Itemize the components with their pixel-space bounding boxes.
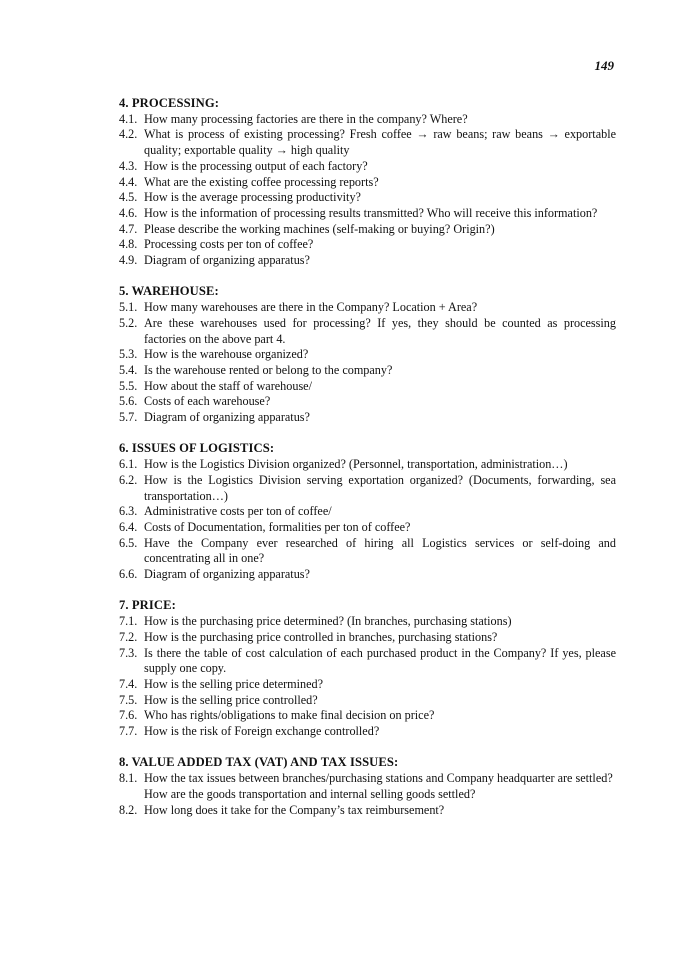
page-number: 149 bbox=[594, 58, 614, 73]
item-number: 4.5. bbox=[119, 190, 138, 205]
list-item bbox=[119, 708, 616, 724]
item-text bbox=[144, 536, 616, 567]
list-item bbox=[119, 363, 616, 379]
item-number: 6.1. bbox=[119, 457, 138, 472]
item-number: 7.6. bbox=[119, 708, 138, 723]
item-text bbox=[144, 473, 616, 504]
item-number: 7.2. bbox=[119, 629, 138, 644]
item-text bbox=[144, 457, 616, 473]
section bbox=[119, 755, 616, 818]
item-number: 5.2. bbox=[119, 315, 138, 330]
item-text bbox=[144, 708, 616, 724]
item-text-main: Costs of each warehouse? bbox=[144, 394, 271, 409]
item-number: 4.8. bbox=[119, 237, 138, 252]
list-item bbox=[119, 693, 616, 709]
item-text-main: How is the selling price controlled? bbox=[144, 692, 318, 707]
item-text-main: Are these warehouses used for processing? If yes, they should be counted as processing factories on the above part 4. bbox=[144, 315, 616, 346]
section-title: 8. VALUE ADDED TAX (VAT) AND TAX ISSUES: bbox=[119, 755, 399, 770]
list-item bbox=[119, 677, 616, 693]
list-item bbox=[119, 567, 616, 583]
item-text-main: Administrative costs per ton of coffee/ bbox=[144, 504, 332, 519]
list-item bbox=[119, 175, 616, 191]
item-text-main: How many processing factories are there in the company? Where? bbox=[144, 111, 468, 126]
item-text-main: How long does it take for the Company’s tax reimbursement? bbox=[144, 802, 445, 817]
list-item bbox=[119, 410, 616, 426]
item-number: 6.5. bbox=[119, 535, 138, 550]
item-text-main: Have the Company ever researched of hiring all Logistics services or self-doing and concentrating all in one? bbox=[144, 535, 616, 566]
list-item bbox=[119, 473, 616, 504]
list-item bbox=[119, 159, 616, 175]
section bbox=[119, 96, 616, 269]
item-number: 7.4. bbox=[119, 676, 138, 691]
item-number: 5.1. bbox=[119, 300, 138, 315]
item-text-main: Costs of Documentation, formalities per ton of coffee? bbox=[144, 519, 411, 534]
item-text bbox=[144, 190, 616, 206]
section bbox=[119, 598, 616, 739]
item-number: 7.1. bbox=[119, 614, 138, 629]
item-text-main: How is the processing output of each factory? bbox=[144, 158, 368, 173]
item-text bbox=[144, 300, 616, 316]
item-number: 7.3. bbox=[119, 645, 138, 660]
sections-container bbox=[119, 96, 616, 818]
item-text-main: How is the purchasing price determined? (In branches, purchasing stations) bbox=[144, 614, 512, 629]
item-text bbox=[144, 614, 616, 630]
item-number: 4.1. bbox=[119, 111, 138, 126]
item-text bbox=[144, 175, 616, 191]
item-text-main: Please describe the working machines (self-making or buying? Origin?) bbox=[144, 221, 495, 236]
item-text-main: How many warehouses are there in the Company? Location + Area? bbox=[144, 300, 478, 315]
item-text-main: Who has rights/obligations to make final decision on price? bbox=[144, 708, 435, 723]
item-number: 4.2. bbox=[119, 127, 138, 142]
item-text bbox=[144, 803, 616, 819]
item-text-main: How is the purchasing price controlled in branches, purchasing stations? bbox=[144, 629, 498, 644]
item-number: 5.6. bbox=[119, 394, 138, 409]
section-title: 7. PRICE: bbox=[119, 598, 176, 613]
item-text bbox=[144, 253, 616, 269]
item-text-main: How is the average processing productivity? bbox=[144, 190, 361, 205]
item-number: 8.2. bbox=[119, 802, 138, 817]
section-title: 6. ISSUES OF LOGISTICS: bbox=[119, 441, 275, 456]
section bbox=[119, 284, 616, 425]
item-text bbox=[144, 630, 616, 646]
item-text bbox=[144, 567, 616, 583]
item-number: 7.7. bbox=[119, 724, 138, 739]
list-item bbox=[119, 237, 616, 253]
item-text-main: What is process of existing processing? Fresh coffee → raw beans; raw beans → exportable quality; exportable quality → high quality bbox=[144, 127, 616, 158]
item-number: 5.5. bbox=[119, 378, 138, 393]
item-text bbox=[144, 771, 616, 802]
list-item bbox=[119, 457, 616, 473]
list-item bbox=[119, 300, 616, 316]
item-number: 5.3. bbox=[119, 347, 138, 362]
list-item bbox=[119, 504, 616, 520]
item-text bbox=[144, 394, 616, 410]
item-text-main: Diagram of organizing apparatus? bbox=[144, 253, 310, 268]
item-text bbox=[144, 112, 616, 128]
list-item bbox=[119, 347, 616, 363]
list-item bbox=[119, 803, 616, 819]
list-item bbox=[119, 520, 616, 536]
item-text-continuation: How are the goods transportation and internal selling goods settled? bbox=[144, 786, 476, 801]
item-number: 4.3. bbox=[119, 158, 138, 173]
list-item bbox=[119, 646, 616, 677]
item-text bbox=[144, 159, 616, 175]
item-text-main: Is there the table of cost calculation of each purchased product in the Company? If yes, please supply one copy. bbox=[144, 645, 616, 676]
list-item bbox=[119, 112, 616, 128]
item-text bbox=[144, 347, 616, 363]
section bbox=[119, 441, 616, 582]
item-text bbox=[144, 222, 616, 238]
section-title: 5. WAREHOUSE: bbox=[119, 284, 219, 299]
item-number: 4.4. bbox=[119, 174, 138, 189]
item-text-main: How is the Logistics Division serving exportation organized? (Documents, forwarding, sea transportation…) bbox=[144, 472, 616, 503]
item-number: 5.4. bbox=[119, 362, 138, 377]
item-text-main: How the tax issues between branches/purchasing stations and Company headquarter are settled? bbox=[144, 771, 613, 786]
item-text-main: How is the selling price determined? bbox=[144, 676, 324, 691]
item-text-main: How about the staff of warehouse/ bbox=[144, 378, 312, 393]
list-item bbox=[119, 536, 616, 567]
item-number: 6.2. bbox=[119, 472, 138, 487]
list-item bbox=[119, 253, 616, 269]
item-number: 5.7. bbox=[119, 410, 138, 425]
list-item bbox=[119, 630, 616, 646]
item-text bbox=[144, 724, 616, 740]
item-text bbox=[144, 379, 616, 395]
list-item bbox=[119, 190, 616, 206]
item-text bbox=[144, 127, 616, 158]
item-text bbox=[144, 520, 616, 536]
item-text-main: How is the Logistics Division organized? (Personnel, transportation, administration…) bbox=[144, 457, 568, 472]
item-number: 6.4. bbox=[119, 519, 138, 534]
list-item bbox=[119, 316, 616, 347]
item-number: 4.9. bbox=[119, 253, 138, 268]
item-number: 8.1. bbox=[119, 771, 138, 786]
list-item bbox=[119, 379, 616, 395]
item-text bbox=[144, 504, 616, 520]
list-item bbox=[119, 614, 616, 630]
item-text bbox=[144, 677, 616, 693]
item-number: 6.6. bbox=[119, 567, 138, 582]
section-title: 4. PROCESSING: bbox=[119, 96, 220, 110]
item-text bbox=[144, 693, 616, 709]
item-text bbox=[144, 363, 616, 379]
item-text-main: Is the warehouse rented or belong to the company? bbox=[144, 362, 393, 377]
item-text bbox=[144, 237, 616, 253]
item-number: 7.5. bbox=[119, 692, 138, 707]
item-number: 4.7. bbox=[119, 221, 138, 236]
item-number: 4.6. bbox=[119, 205, 138, 220]
item-text-main: How is the warehouse organized? bbox=[144, 347, 309, 362]
item-text-main: What are the existing coffee processing reports? bbox=[144, 174, 379, 189]
list-item bbox=[119, 771, 616, 802]
item-text-main: Diagram of organizing apparatus? bbox=[144, 567, 310, 582]
item-number: 6.3. bbox=[119, 504, 138, 519]
item-text-main: How is the risk of Foreign exchange controlled? bbox=[144, 724, 380, 739]
item-text-main: Diagram of organizing apparatus? bbox=[144, 410, 310, 425]
list-item bbox=[119, 724, 616, 740]
item-text-main: Processing costs per ton of coffee? bbox=[144, 237, 314, 252]
item-text bbox=[144, 316, 616, 347]
list-item bbox=[119, 206, 616, 222]
list-item bbox=[119, 127, 616, 158]
item-text bbox=[144, 646, 616, 677]
item-text bbox=[144, 206, 616, 222]
list-item bbox=[119, 394, 616, 410]
item-text-main: How is the information of processing results transmitted? Who will receive this information? bbox=[144, 205, 598, 220]
list-item bbox=[119, 222, 616, 238]
item-text bbox=[144, 410, 616, 426]
